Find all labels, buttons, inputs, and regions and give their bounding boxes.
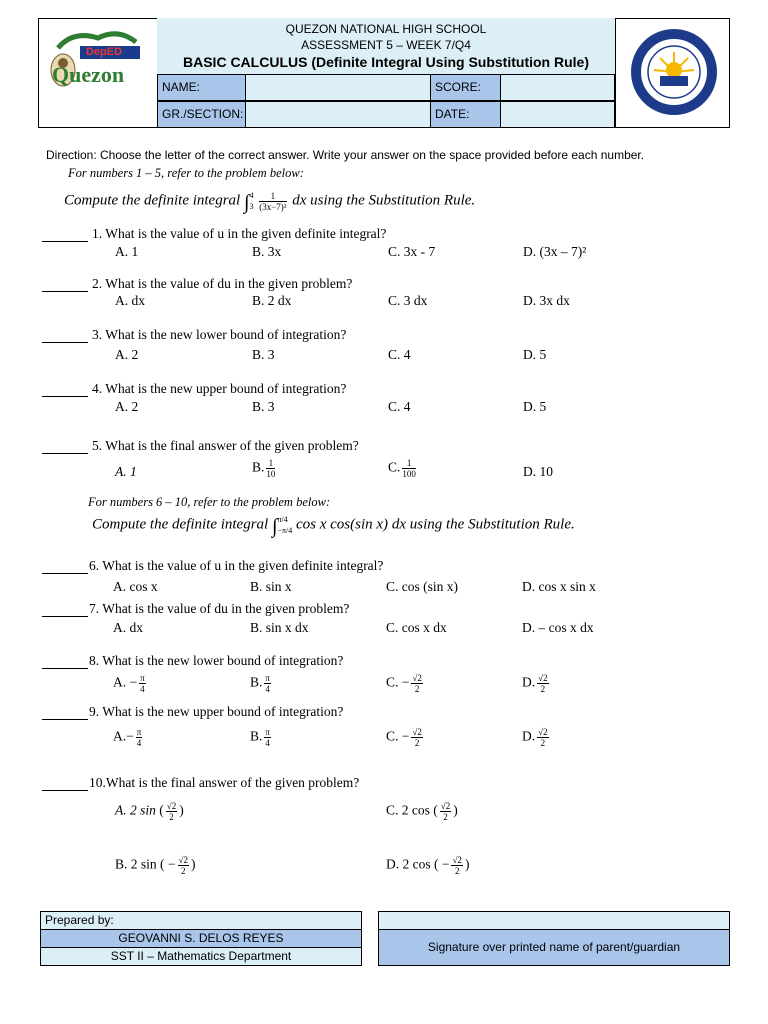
- q4-option-d[interactable]: D. 5: [523, 399, 547, 414]
- part2-dx: dx: [391, 516, 406, 533]
- q7-option-c[interactable]: C. cos x dx: [386, 620, 447, 635]
- part1-lower: 3: [249, 202, 254, 211]
- prepared-by-label: Prepared by:: [40, 911, 362, 930]
- q2-option-d[interactable]: D. 3x dx: [523, 293, 570, 308]
- score-field[interactable]: [500, 74, 615, 101]
- q1-option-a[interactable]: A. 1: [115, 244, 139, 259]
- logo-quezon-text: Quezon: [52, 62, 125, 87]
- date-label: DATE:: [430, 101, 501, 128]
- part1-problem-post: using the Substitution Rule.: [310, 192, 476, 209]
- preparer-name: GEOVANNI S. DELOS REYES: [40, 929, 362, 948]
- q7-option-b[interactable]: B. sin x dx: [250, 620, 309, 635]
- question-9: 9. What is the new upper bound of integration?: [89, 704, 344, 719]
- answer-blank-4[interactable]: [42, 396, 88, 397]
- answer-blank-5[interactable]: [42, 453, 88, 454]
- part1-problem: [64, 190, 475, 214]
- q1-option-d[interactable]: D. (3x – 7)²: [523, 244, 587, 259]
- q2-option-a[interactable]: A. dx: [115, 293, 145, 308]
- answer-blank-7[interactable]: [42, 616, 88, 617]
- q7-option-a[interactable]: A. dx: [113, 620, 143, 635]
- part2-problem-post: using the Substitution Rule.: [409, 516, 575, 533]
- q5-option-a[interactable]: A. 1: [115, 464, 137, 479]
- question-3: 3. What is the new lower bound of integration?: [92, 327, 347, 342]
- question-10: 10.What is the final answer of the given problem?: [89, 775, 360, 790]
- question-6: 6. What is the value of u in the given definite integral?: [89, 558, 384, 573]
- parent-signature-field[interactable]: [378, 911, 730, 930]
- q1-option-c[interactable]: C. 3x - 7: [388, 244, 436, 259]
- q2-option-b[interactable]: B. 2 dx: [252, 293, 292, 308]
- deped-quezon-logo: [38, 18, 158, 128]
- question-8: 8. What is the new lower bound of integration?: [89, 653, 344, 668]
- school-seal-logo: [615, 18, 730, 128]
- q6-option-d[interactable]: D. cos x sin x: [522, 579, 596, 594]
- answer-blank-2[interactable]: [42, 291, 88, 292]
- q3-option-c[interactable]: C. 4: [388, 347, 411, 362]
- part1-dx: dx: [292, 192, 307, 209]
- part2-integrand: cos x cos(sin x): [296, 516, 389, 533]
- q6-option-b[interactable]: B. sin x: [250, 579, 292, 594]
- part1-num: 1: [259, 191, 286, 202]
- q4-option-a[interactable]: A. 2: [115, 399, 139, 414]
- section-field[interactable]: [245, 101, 431, 128]
- q5-option-b[interactable]: B. $\frac{1}{10}$: [252, 458, 276, 479]
- integral-sign-2: ∫: [271, 515, 278, 538]
- q8-option-c[interactable]: C. − $\frac{√2}{2}$: [386, 673, 422, 694]
- q8-option-b[interactable]: B. $\frac{\pi}{4}$: [250, 673, 270, 694]
- q10-option-d[interactable]: D. 2 cos ( − $\frac{√2}{2}$ ): [386, 855, 470, 876]
- q9-option-c[interactable]: C. − $\frac{√2}{2}$: [386, 727, 422, 748]
- q8-option-d[interactable]: D. $\frac{√2}{2}$: [522, 673, 548, 694]
- answer-blank-9[interactable]: [42, 719, 88, 720]
- subject-title: BASIC CALCULUS (Definite Integral Using Substitution Rule): [183, 54, 589, 70]
- part1-intro: For numbers 1 – 5, refer to the problem below:: [68, 166, 304, 180]
- q10-option-c[interactable]: C. 2 cos ( $\frac{√2}{2}$ ): [386, 801, 458, 822]
- assessment-label: ASSESSMENT 5 – WEEK 7/Q4: [301, 38, 471, 52]
- answer-blank-10[interactable]: [42, 790, 88, 791]
- part2-lower: −π/4: [277, 526, 293, 535]
- answer-blank-8[interactable]: [42, 668, 88, 669]
- integral-sign: ∫: [243, 191, 250, 214]
- part2-problem: [92, 514, 575, 538]
- part2-intro: For numbers 6 – 10, refer to the problem below:: [88, 495, 331, 509]
- part1-problem-pre: Compute the definite integral: [64, 192, 241, 209]
- q9-option-a[interactable]: A.− $\frac{\pi}{4}$: [113, 727, 142, 748]
- q2-option-c[interactable]: C. 3 dx: [388, 293, 428, 308]
- name-label: NAME:: [157, 74, 246, 101]
- answer-blank-6[interactable]: [42, 573, 88, 574]
- date-field[interactable]: [500, 101, 615, 128]
- name-field[interactable]: [245, 74, 431, 101]
- q9-option-d[interactable]: D. $\frac{√2}{2}$: [522, 727, 548, 748]
- preparer-position: SST II – Mathematics Department: [40, 947, 362, 966]
- q4-option-c[interactable]: C. 4: [388, 399, 411, 414]
- part2-upper: π/4: [277, 515, 288, 524]
- q6-option-c[interactable]: C. cos (sin x): [386, 579, 458, 594]
- q10-option-b[interactable]: B. 2 sin ( − $\frac{√2}{2}$ ): [115, 855, 196, 876]
- parent-signature-label: Signature over printed name of parent/guardian: [378, 929, 730, 966]
- q3-option-b[interactable]: B. 3: [252, 347, 275, 362]
- question-2: 2. What is the value of du in the given problem?: [92, 276, 353, 291]
- q4-option-b[interactable]: B. 3: [252, 399, 275, 414]
- question-7: 7. What is the value of du in the given problem?: [89, 601, 350, 616]
- question-1: 1. What is the value of u in the given definite integral?: [92, 226, 387, 241]
- q3-option-a[interactable]: A. 2: [115, 347, 139, 362]
- question-5: 5. What is the final answer of the given problem?: [92, 438, 359, 453]
- question-4: 4. What is the new upper bound of integration?: [92, 381, 347, 396]
- q3-option-d[interactable]: D. 5: [523, 347, 547, 362]
- answer-blank-1[interactable]: [42, 241, 88, 242]
- q8-option-a[interactable]: A. − $\frac{\pi}{4}$: [113, 673, 145, 694]
- q9-option-b[interactable]: B. $\frac{\pi}{4}$: [250, 727, 270, 748]
- part1-upper: 4: [249, 191, 254, 200]
- q1-option-b[interactable]: B. 3x: [252, 244, 282, 259]
- logo-deped-text: DepED: [86, 46, 123, 58]
- part2-problem-pre: Compute the definite integral: [92, 516, 269, 533]
- q5-option-d[interactable]: D. 10: [523, 464, 553, 479]
- q7-option-d[interactable]: D. – cos x dx: [522, 620, 594, 635]
- school-name: QUEZON NATIONAL HIGH SCHOOL: [285, 22, 487, 36]
- answer-blank-3[interactable]: [42, 342, 88, 343]
- q6-option-a[interactable]: A. cos x: [113, 579, 158, 594]
- section-label: GR./SECTION:: [157, 101, 246, 128]
- q5-option-c[interactable]: C. $\frac{1}{100}$: [388, 458, 416, 479]
- direction-text: Direction: Choose the letter of the correct answer. Write your answer on the space provided before each number.: [46, 148, 645, 162]
- score-label: SCORE:: [430, 74, 501, 101]
- part1-den: (3x−7)²: [259, 201, 287, 212]
- q10-option-a[interactable]: A. 2 sin ( $\frac{√2}{2}$ ): [115, 801, 184, 822]
